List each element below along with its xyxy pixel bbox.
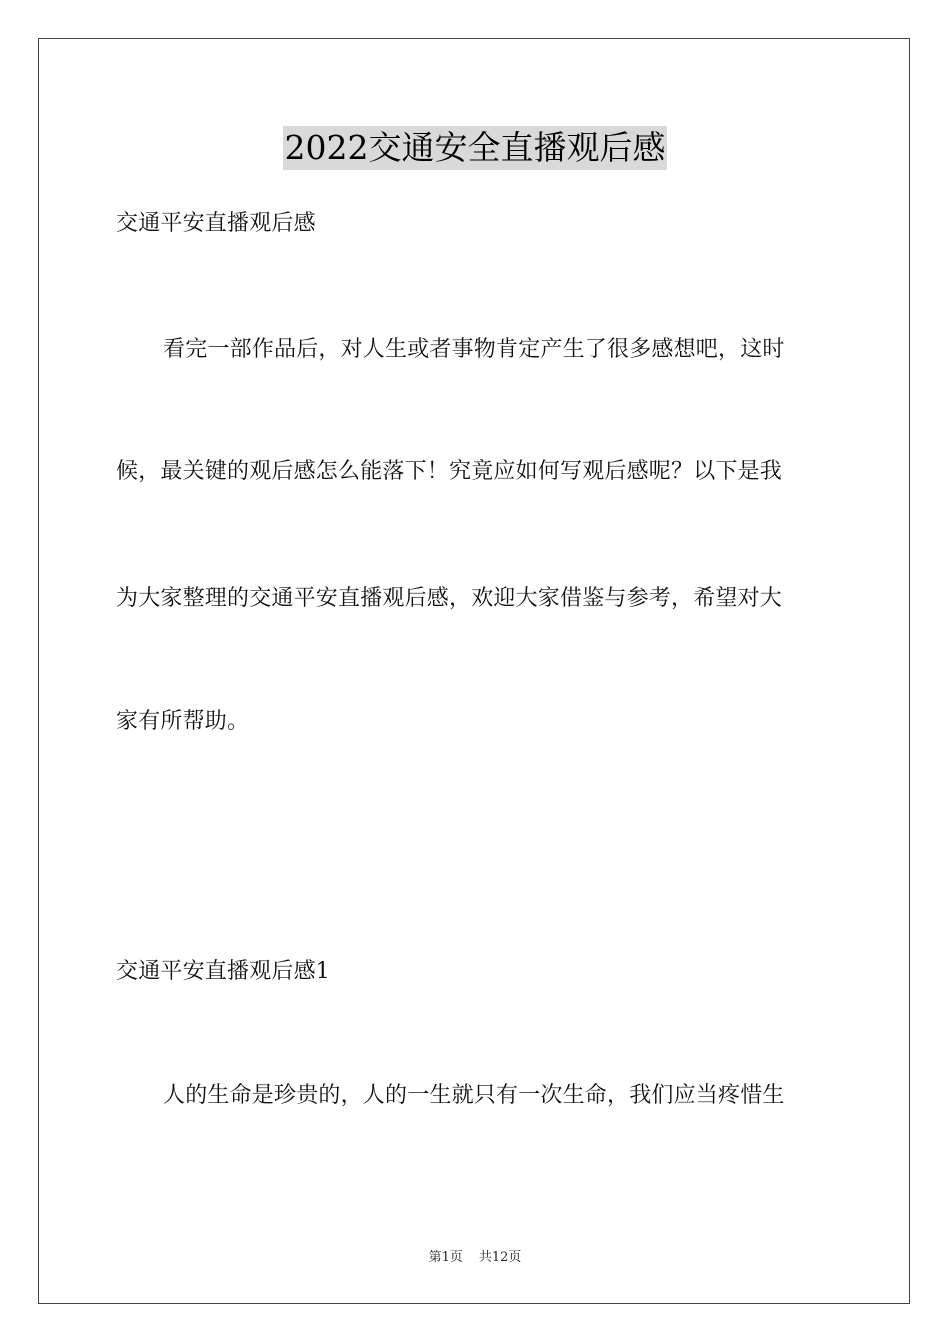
page-number: 第1页 [428, 1250, 463, 1265]
page-footer [0, 1246, 950, 1265]
title-container [0, 126, 950, 170]
paragraph-line: 候，最关键的观后感怎么能落下！究竟应如何写观后感呢？以下是我 [116, 459, 783, 484]
document-subtitle: 交通平安直播观后感 [116, 211, 316, 236]
page-total: 共12页 [478, 1250, 522, 1265]
paragraph-line: 为大家整理的交通平安直播观后感，欢迎大家借鉴与参考，希望对大 [116, 586, 783, 611]
paragraph-line: 看完一部作品后，对人生或者事物肯定产生了很多感想吧，这时 [163, 337, 785, 362]
paragraph-line: 人的生命是珍贵的，人的一生就只有一次生命，我们应当疼惜生 [163, 1083, 785, 1108]
document-title: 2022交通安全直播观后感 [283, 126, 668, 170]
section-heading: 交通平安直播观后感1 [116, 959, 330, 984]
paragraph-line: 家有所帮助。 [116, 709, 250, 734]
